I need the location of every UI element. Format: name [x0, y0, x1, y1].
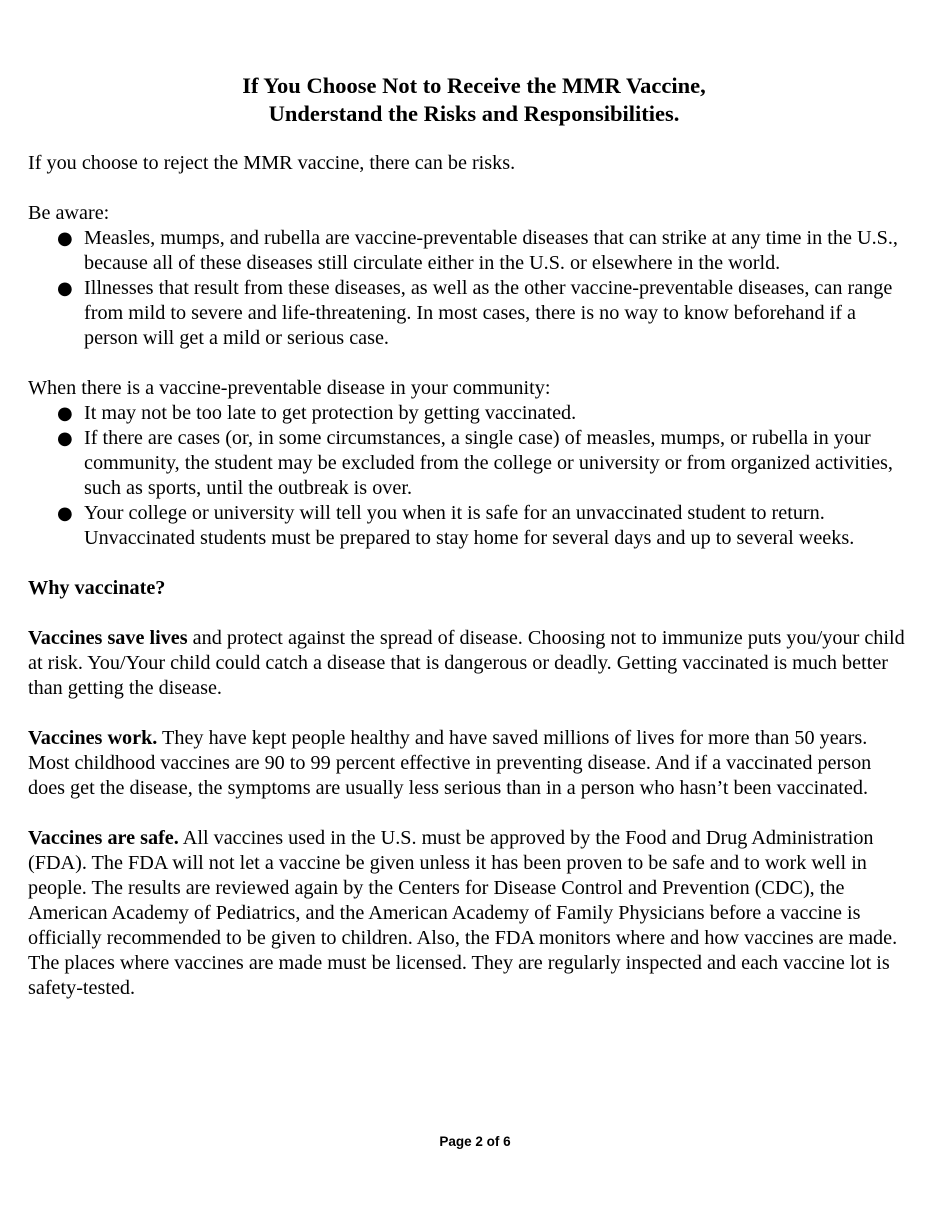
community-label: When there is a vaccine-preventable disease in your community:: [28, 377, 551, 399]
aware-list: [28, 226, 908, 351]
bullet-icon: ●: [57, 403, 73, 424]
title-line-2: Understand the Risks and Responsibilities.: [268, 101, 680, 126]
section-lead: Vaccines work.: [28, 727, 158, 749]
title-line-1: If You Choose Not to Receive the MMR Vaccine,: [242, 73, 706, 98]
bullet-icon: ●: [57, 503, 73, 524]
why-heading: Why vaccinate?: [28, 577, 166, 599]
list-item: ● It may not be too late to get protection by getting vaccinated.: [57, 402, 577, 424]
section-vaccines-safe: Vaccines are safe. All vaccines used in the U.S. must be approved by the Food and Drug Administration (FDA). The FDA will not let a vaccine be given unless it has been proven to be safe and to work well in people. The results are reviewed again by the Centers for Disease Control and Prevention (CDC), the American Academy of Pediatrics, and the American Academy of Family Physicians before a vaccine is officially recommended to be given to children. Also, the FDA monitors where and how vaccines are made. The places where vaccines are made must be licensed. They are regularly inspected and each vaccine lot is safety-tested.: [28, 827, 898, 999]
list-item: ● Measles, mumps, and rubella are vaccine-preventable diseases that can strike at any time in the U.S., because all of these diseases still circulate either in the U.S. or elsewhere in the world.: [57, 227, 898, 274]
section-lead: Vaccines save lives: [28, 627, 188, 649]
community-list: [28, 401, 908, 551]
section-lead: Vaccines are safe.: [28, 827, 179, 849]
bullet-icon: ●: [57, 278, 73, 299]
aware-label: Be aware:: [28, 202, 110, 224]
intro-paragraph: If you choose to reject the MMR vaccine, there can be risks.: [28, 152, 516, 174]
list-item: ● Your college or university will tell you when it is safe for an unvaccinated student to return. Unvaccinated students must be prepared to stay home for several days and up to several weeks.: [57, 502, 855, 549]
section-save-lives: Vaccines save lives and protect against the spread of disease. Choosing not to immunize puts you/your child at risk. You/Your child could catch a disease that is dangerous or deadly. Getting vaccinated is much better than getting the disease.: [28, 627, 905, 699]
list-item: ● If there are cases (or, in some circumstances, a single case) of measles, mumps, or rubella in your community, the student may be excluded from the college or university or from organized activities, such as sports, until the outbreak is over.: [57, 427, 893, 499]
section-vaccines-work: Vaccines work. They have kept people healthy and have saved millions of lives for more than 50 years. Most childhood vaccines are 90 to 99 percent effective in preventing disease. And if a vaccinated person does get the disease, the symptoms are usually less serious than in a person who hasn’t been vaccinated.: [28, 727, 872, 799]
page-title: [28, 72, 908, 128]
page-number: Page 2 of 6: [439, 1134, 511, 1149]
bullet-icon: ●: [57, 428, 73, 449]
list-item: ● Illnesses that result from these diseases, as well as the other vaccine-preventable diseases, can range from mild to severe and life-threatening. In most cases, there is no way to know beforehand if a person will get a mild or serious case.: [57, 277, 893, 349]
document-page: [28, 72, 908, 1001]
bullet-icon: ●: [57, 228, 73, 249]
